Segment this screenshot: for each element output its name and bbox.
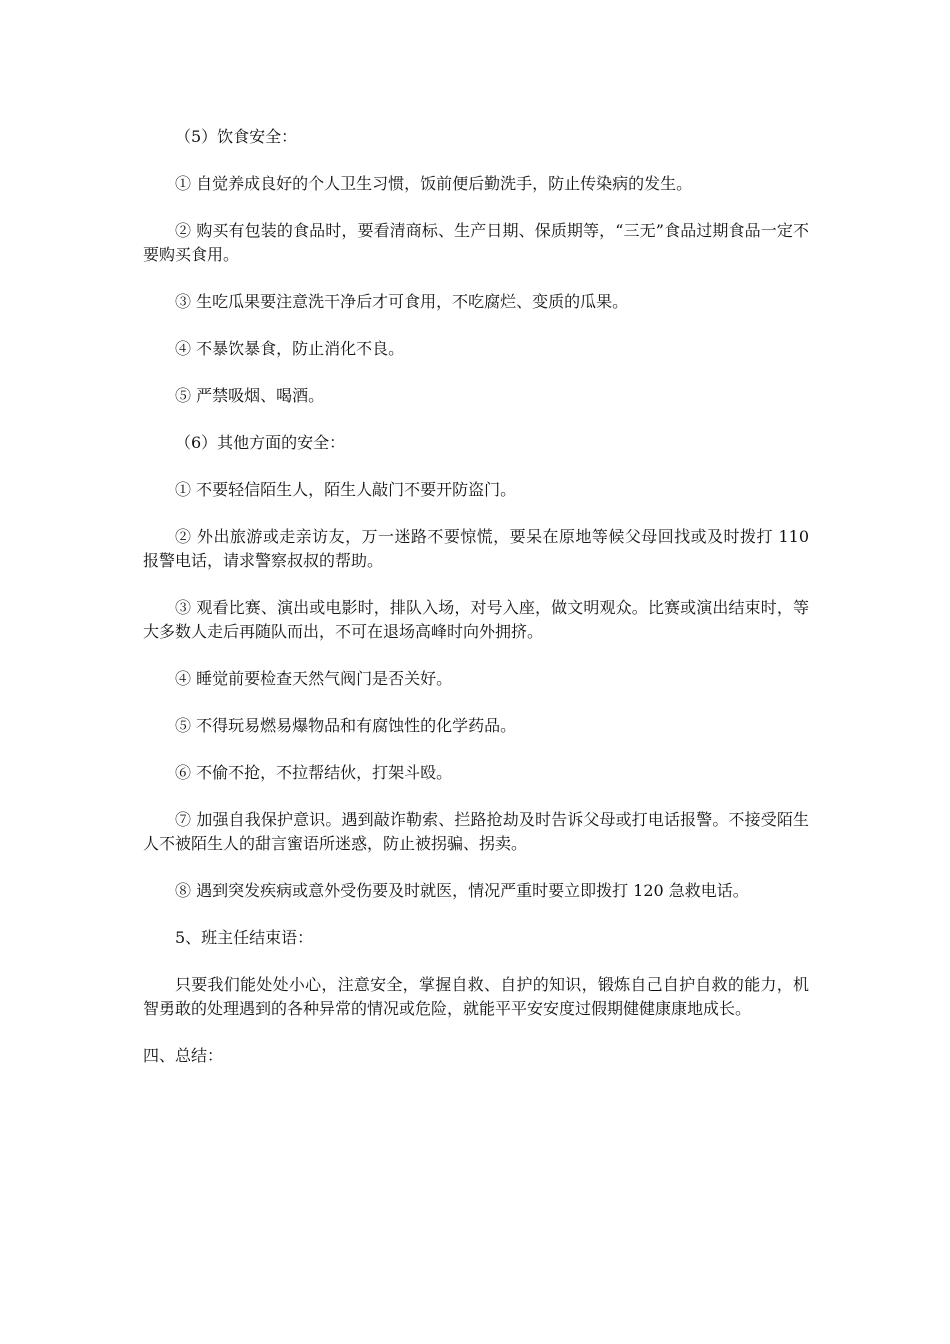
- other-item-3: ③ 观看比赛、演出或电影时，排队入场，对号入座，做文明观众。比赛或演出结束时，等大多数人走后再随队而出，不可在退场高峰时向外拥挤。: [143, 598, 809, 641]
- document-body: [143, 125, 809, 1091]
- food-item-5: ⑤ 严禁吸烟、喝酒。: [175, 386, 325, 405]
- other-item-6: ⑥ 不偷不抢，不拉帮结伙，打架斗殴。: [175, 763, 453, 782]
- closing-remarks-text: 只要我们能处处小心，注意安全，掌握自救、自护的知识，锻炼自己自护自救的能力，机智勇敢的处理遇到的各种异常的情况或危险，就能平平安安度过假期健健康康地成长。: [143, 975, 809, 1018]
- other-item-4: ④ 睡觉前要检查天然气阀门是否关好。: [175, 669, 453, 688]
- food-item-2: ② 购买有包装的食品时，要看清商标、生产日期、保质期等，“三无”食品过期食品一定不要购买食用。: [143, 221, 809, 264]
- food-item-1: ① 自觉养成良好的个人卫生习惯，饭前便后勤洗手，防止传染病的发生。: [175, 174, 693, 193]
- other-item-8: ⑧ 遇到突发疾病或意外受伤要及时就医，情况严重时要立即拨打 120 急救电话。: [175, 881, 749, 900]
- other-item-2: ② 外出旅游或走亲访友，万一迷路不要惊慌，要呆在原地等候父母回找或及时拨打 110 报警电话，请求警察叔叔的帮助。: [143, 527, 809, 570]
- heading-other-safety: （6）其他方面的安全：: [175, 433, 346, 452]
- other-item-7: ⑦ 加强自我保护意识。遇到敲诈勒索、拦路抢劫及时告诉父母或打电话报警。不接受陌生人不被陌生人的甜言蜜语所迷惑，防止被拐骗、拐卖。: [143, 810, 809, 853]
- other-item-5: ⑤ 不得玩易燃易爆物品和有腐蚀性的化学药品。: [175, 716, 517, 735]
- other-item-1: ① 不要轻信陌生人，陌生人敲门不要开防盗门。: [175, 480, 517, 499]
- food-item-4: ④ 不暴饮暴食，防止消化不良。: [175, 339, 405, 358]
- heading-summary: 四、总结：: [143, 1046, 224, 1065]
- heading-food-safety: （5）饮食安全：: [175, 127, 298, 146]
- food-item-3: ③ 生吃瓜果要注意洗干净后才可食用，不吃腐烂、变质的瓜果。: [175, 292, 629, 311]
- heading-closing-remarks: 5、班主任结束语：: [175, 928, 314, 947]
